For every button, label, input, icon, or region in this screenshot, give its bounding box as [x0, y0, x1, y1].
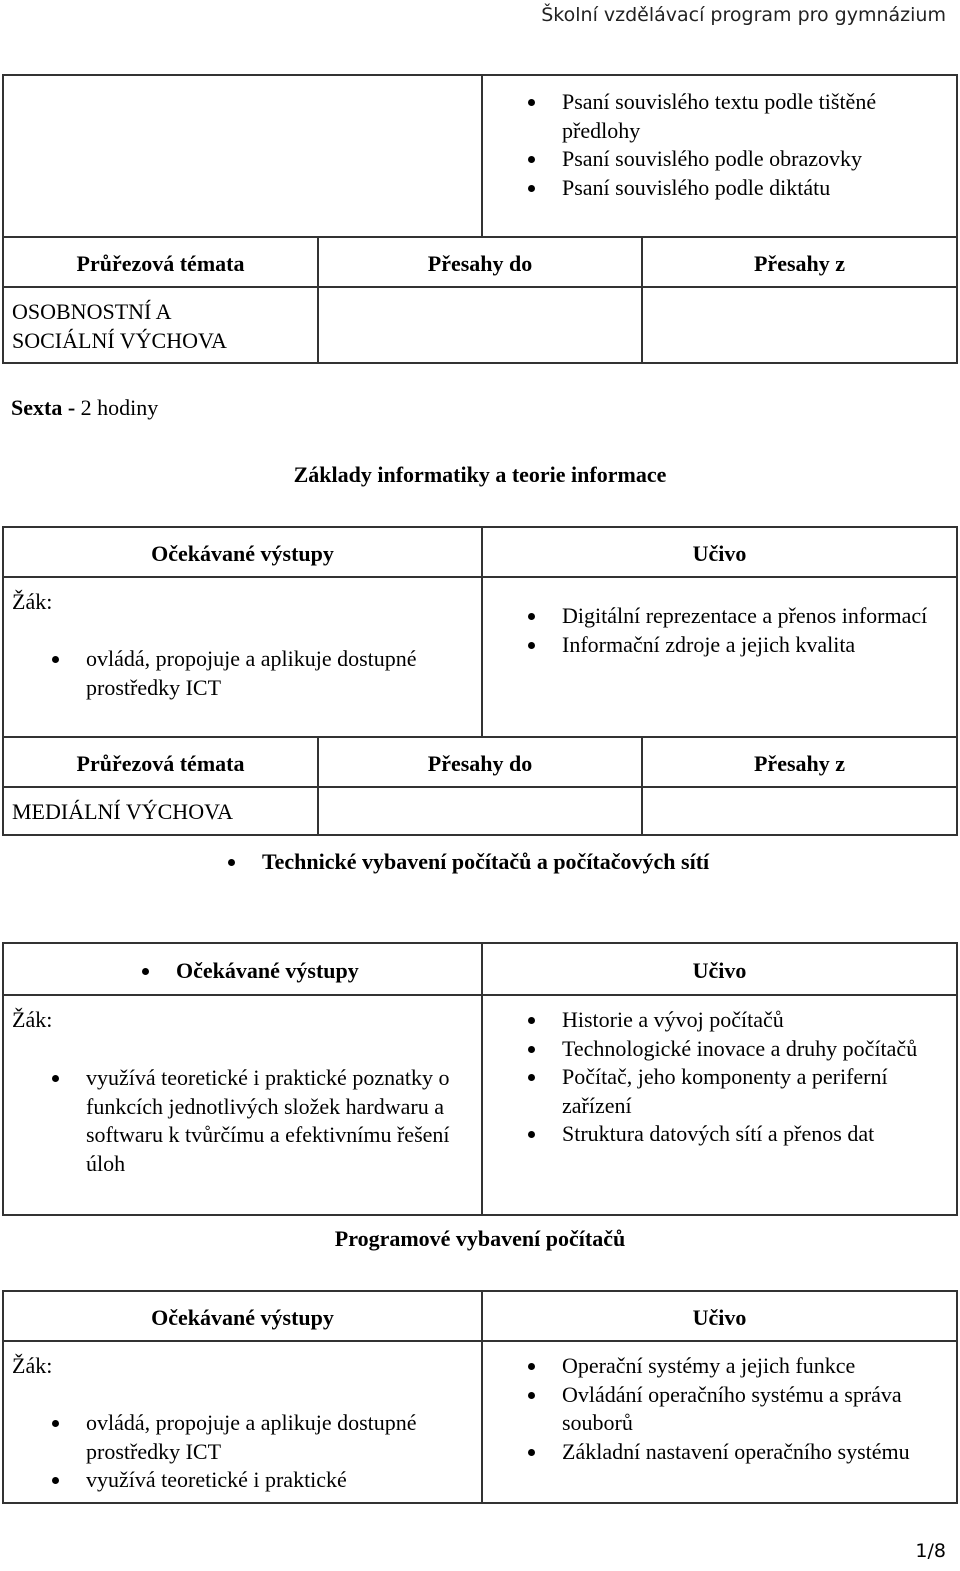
header-cross-topics: Průřezová témata [76, 751, 245, 776]
list-item: Digitální reprezentace a přenos informací [522, 602, 942, 631]
top-content-list [522, 88, 942, 202]
student-label: Žák: [12, 1007, 53, 1032]
list-item: využívá teoretické i praktické [46, 1466, 466, 1495]
list-item: Operační systémy a jejich funkce [522, 1352, 942, 1381]
section-title-list [222, 848, 922, 877]
student-label: Žák: [12, 1353, 53, 1378]
list-item: Psaní souvislého podle diktátu [522, 174, 942, 203]
grade-line [11, 394, 158, 422]
document-header-title: Školní vzdělávací program pro gymnázium [541, 4, 946, 26]
content-list [522, 602, 942, 659]
cross-curricular-table-1 [2, 236, 958, 364]
header-expected-outcomes: Očekávané výstupy [151, 541, 334, 566]
section-title: Základy informatiky a teorie informace [293, 462, 667, 487]
header-overlap-from: Přesahy z [753, 251, 846, 276]
list-item: Základní nastavení operačního systému [522, 1438, 942, 1467]
list-item: Struktura datových sítí a přenos dat [522, 1120, 942, 1149]
grade-separator: - [62, 395, 81, 420]
header-divider [4, 1340, 956, 1342]
outcomes-list [46, 1409, 466, 1495]
section1-table [2, 526, 958, 738]
top-continuation-table [2, 74, 958, 238]
grade-hours: 2 hodiny [80, 395, 159, 420]
header-content: Učivo [692, 541, 747, 566]
grade-name: Sexta [11, 395, 63, 420]
column-divider [481, 76, 483, 238]
student-label: Žák: [12, 589, 53, 614]
list-item: Historie a vývoj počítačů [522, 1006, 942, 1035]
outcomes-header-list [136, 957, 466, 986]
header-divider [4, 786, 956, 788]
outcomes-list [46, 645, 466, 702]
list-item: Ovládání operačního systému a správa souborů [522, 1381, 942, 1438]
list-item: Psaní souvislého podle obrazovky [522, 145, 942, 174]
header-expected-outcomes: Očekávané výstupy [151, 1305, 334, 1330]
header-overlap-from: Přesahy z [753, 751, 846, 776]
header-content: Učivo [692, 1305, 747, 1330]
list-item: Počítač, jeho komponenty a periferní zařízení [522, 1063, 942, 1120]
header-overlap-to: Přesahy do [427, 251, 533, 276]
page-number: 1/8 [915, 1540, 946, 1562]
list-item: využívá teoretické i praktické poznatky o funkcích jednotlivých složek hardwaru a softwaru k tvůrčímu a efektivnímu řešení úloh [46, 1064, 466, 1178]
section-title: Programové vybavení počítačů [334, 1226, 626, 1251]
header-divider [4, 576, 956, 578]
list-item: ovládá, propojuje a aplikuje dostupné prostředky ICT [46, 645, 466, 702]
list-item: Informační zdroje a jejich kvalita [522, 631, 942, 660]
header-divider [4, 994, 956, 996]
outcomes-list [46, 1064, 466, 1178]
header-content: Učivo [692, 958, 747, 983]
list-item: ovládá, propojuje a aplikuje dostupné prostředky ICT [46, 1409, 466, 1466]
list-item: Psaní souvislého textu podle tištěné předlohy [522, 88, 942, 145]
header-divider [4, 286, 956, 288]
content-list [522, 1352, 942, 1466]
header-cross-topics: Průřezová témata [76, 251, 245, 276]
header-overlap-to: Přesahy do [427, 751, 533, 776]
content-list [522, 1006, 942, 1149]
cross-topic-value: MEDIÁLNÍ VÝCHOVA [12, 799, 234, 824]
list-item: Technologické inovace a druhy počítačů [522, 1035, 942, 1064]
cross-curricular-table-2 [2, 736, 958, 836]
cross-topic-value: OSOBNOSTNÍ A SOCIÁLNÍ VÝCHOVA [12, 299, 227, 353]
section2-table [2, 942, 958, 1216]
section-title: Technické vybavení počítačů a počítačových sítí [222, 848, 922, 877]
section3-table [2, 1290, 958, 1504]
header-expected-outcomes: Očekávané výstupy [136, 957, 466, 986]
